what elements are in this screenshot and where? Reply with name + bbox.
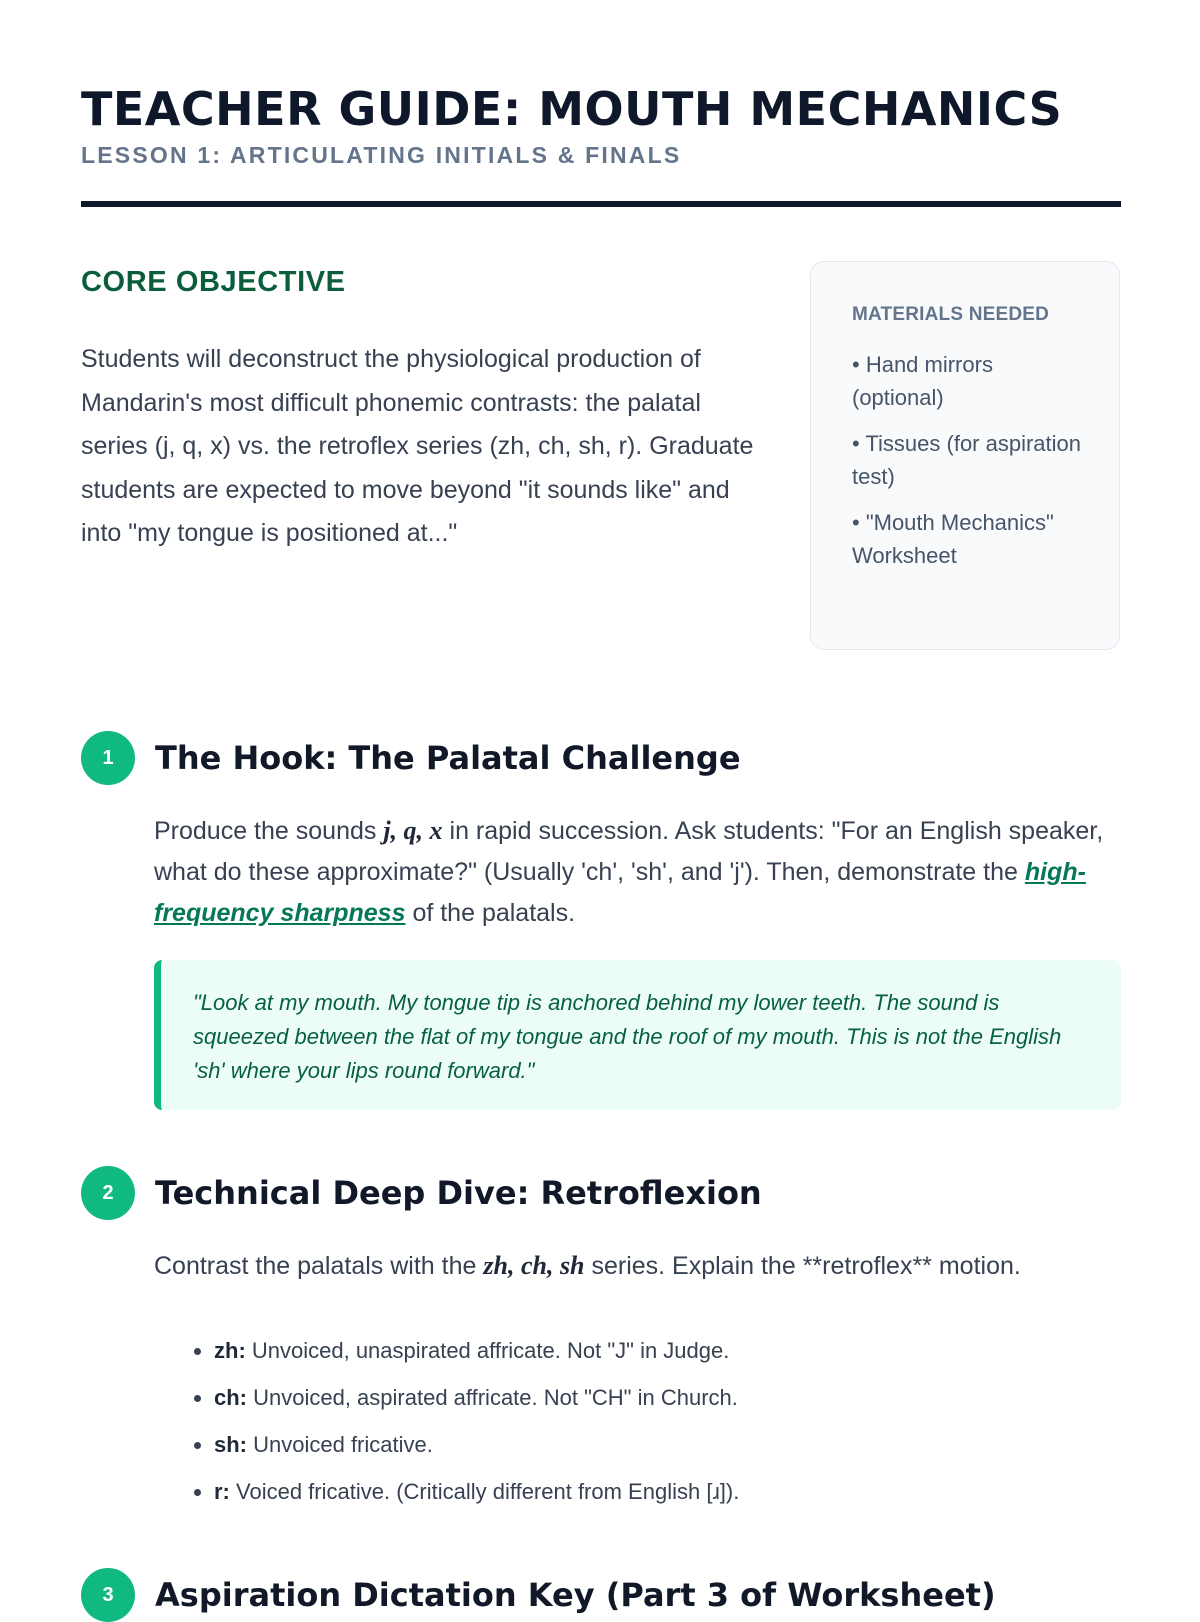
header-divider	[81, 201, 1121, 207]
materials-item: • Tissues (for aspiration test)	[852, 431, 1082, 489]
definition-text: Unvoiced, unaspirated affricate. Not "J" in Judge.	[245, 1338, 730, 1363]
paragraph-text: in rapid succession. Ask students: "For an English speaker, what do these approximate?" (Usually 'ch', 'sh', and 'j'). Then, demonstrate the	[154, 817, 1104, 886]
definition-term: sh:	[214, 1432, 247, 1457]
paragraph-text: of the palatals.	[405, 899, 576, 927]
definition-term: ch:	[214, 1385, 247, 1410]
materials-item: • "Mouth Mechanics" Worksheet	[852, 510, 1054, 568]
section-number-badge: 2	[81, 1166, 135, 1220]
section-2-header	[81, 1166, 762, 1220]
section-number-badge: 1	[81, 731, 135, 785]
lesson-subtitle: LESSON 1: ARTICULATING INITIALS & FINALS	[81, 142, 682, 168]
section-title: The Hook: The Palatal Challenge	[155, 739, 741, 777]
core-objective-heading: CORE OBJECTIVE	[81, 266, 346, 298]
retroflex-definitions-list	[154, 1336, 739, 1524]
teacher-script-quote: "Look at my mouth. My tongue tip is anchored behind my lower teeth. The sound is squeezed between the flat of my tongue and the roof of my mouth. This is not the English 'sh' where your lips round forward."	[154, 960, 1121, 1110]
list-item	[214, 1477, 739, 1507]
retroflex-sounds: zh, ch, sh	[483, 1251, 585, 1280]
section-1-paragraph	[154, 810, 1121, 934]
core-objective-text: Students will deconstruct the physiological production of Mandarin's most difficult phonemic contrasts: the palatal series (j, q, x) vs. the retroflex series (zh, ch, sh, r). Graduate students are expected to move beyond "it sounds like" and into "my tongue is positioned at..."	[81, 345, 754, 547]
page-title: TEACHER GUIDE: MOUTH MECHANICS	[81, 82, 1063, 136]
materials-item: • Hand mirrors (optional)	[852, 352, 993, 410]
section-2-paragraph	[154, 1245, 1121, 1287]
paragraph-text: Produce the sounds	[154, 817, 384, 845]
definition-term: r:	[214, 1479, 230, 1504]
section-number-badge: 3	[81, 1568, 135, 1622]
list-item	[214, 1383, 739, 1413]
list-item	[214, 1430, 739, 1460]
definition-text: Unvoiced fricative.	[247, 1432, 433, 1457]
section-title: Aspiration Dictation Key (Part 3 of Worksheet)	[155, 1576, 996, 1614]
materials-card	[810, 261, 1120, 650]
palatal-sounds: j, q, x	[383, 816, 443, 845]
materials-heading: MATERIALS NEEDED	[852, 304, 1050, 325]
highlight-term: high-frequency sharpness	[154, 858, 1086, 927]
materials-list	[852, 348, 1081, 572]
paragraph-text: Contrast the palatals with the	[154, 1252, 484, 1280]
definition-text: Voiced fricative. (Critically different from English [ɹ]).	[229, 1479, 740, 1504]
definition-text: Unvoiced, aspirated affricate. Not "CH" in Church.	[247, 1385, 738, 1410]
section-3-header	[81, 1568, 996, 1622]
list-item	[214, 1336, 739, 1366]
definition-term: zh:	[214, 1338, 246, 1363]
section-title: Technical Deep Dive: Retroflexion	[155, 1174, 762, 1212]
paragraph-text: series. Explain the **retroflex** motion.	[584, 1252, 1021, 1280]
section-1-header	[81, 731, 741, 785]
